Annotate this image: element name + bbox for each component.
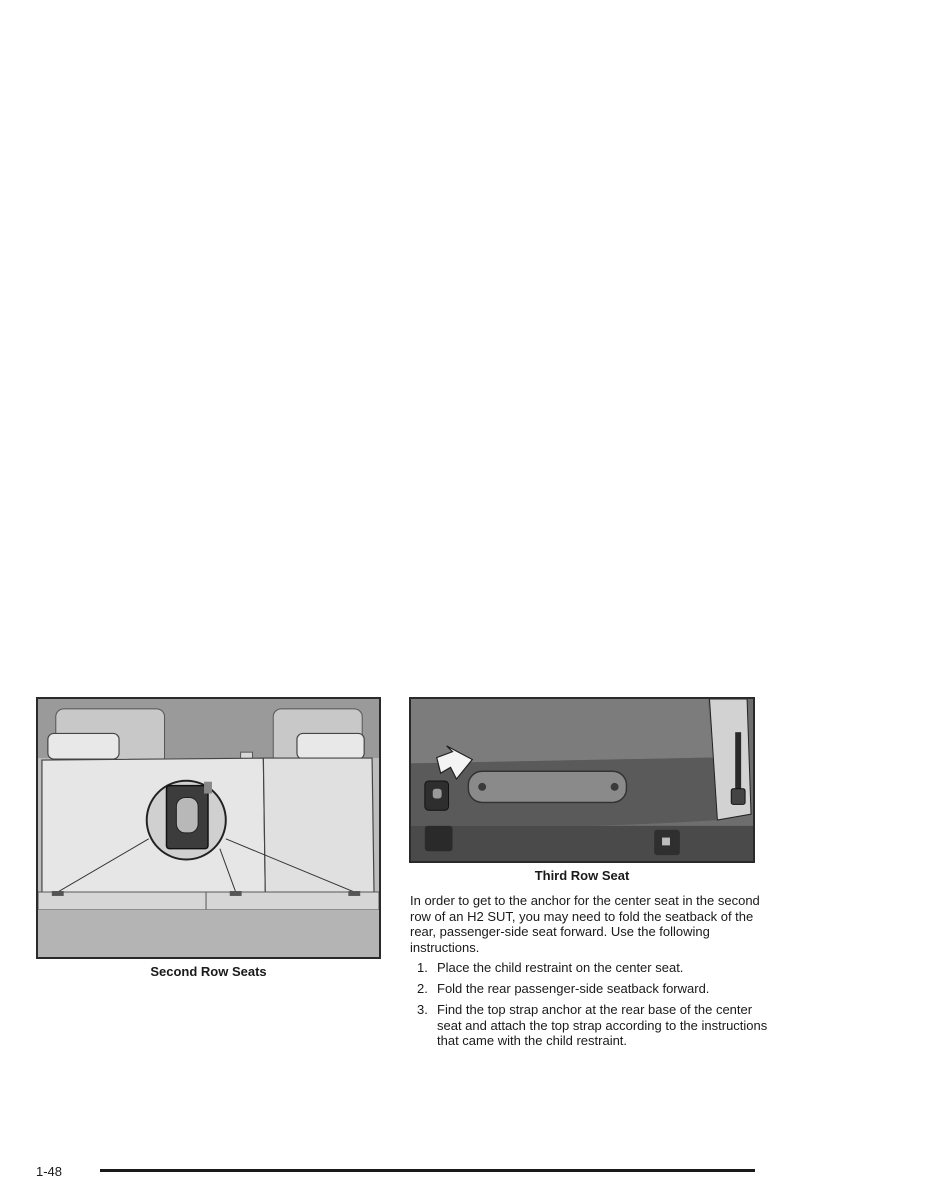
intro-paragraph: In order to get to the anchor for the center seat in the second row of an H2 SUT, you may need to fold the seatback of the rear, passenger-side seat forward. Use the following instructions.	[410, 893, 760, 955]
third-row-seat-caption: Third Row Seat	[534, 868, 630, 883]
page-number: 1-48	[36, 1164, 63, 1179]
step-text: Fold the rear passenger-side seatback forward.	[437, 981, 710, 997]
instruction-steps	[410, 960, 770, 1054]
list-item	[410, 960, 770, 976]
step-text: Find the top strap anchor at the rear base of the center seat and attach the top strap according to the instructions that came with the child restraint.	[437, 1002, 768, 1049]
list-item	[410, 1002, 770, 1049]
step-number: 2.	[417, 981, 428, 997]
step-number: 1.	[417, 960, 428, 975]
second-row-seats-illustration	[36, 697, 381, 959]
step-number: 3.	[417, 1002, 428, 1018]
step-text: Place the child restraint on the center seat.	[437, 960, 684, 975]
second-row-seats-caption: Second Row Seats	[150, 964, 267, 979]
third-row-seat-illustration	[409, 697, 755, 863]
list-item	[410, 981, 770, 997]
footer-rule	[100, 1169, 755, 1172]
